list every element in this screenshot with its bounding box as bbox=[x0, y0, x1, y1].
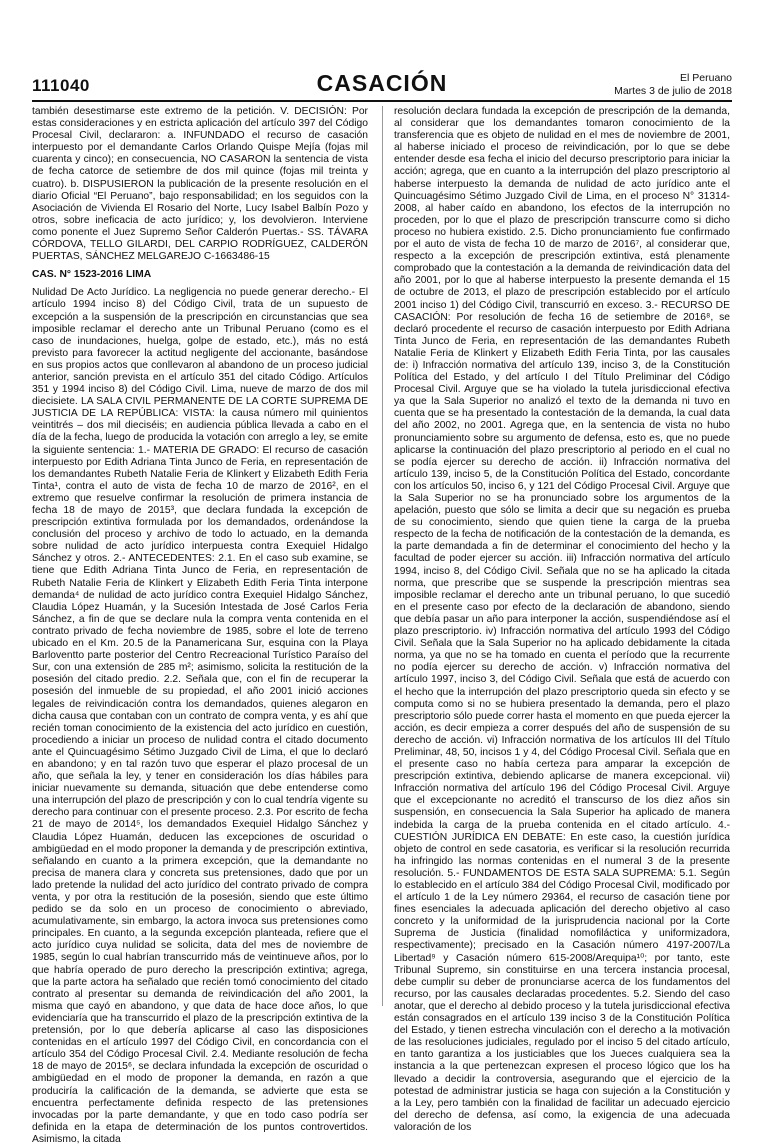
publication-date: Martes 3 de julio de 2018 bbox=[614, 85, 732, 97]
column-divider bbox=[382, 106, 383, 1006]
case-continuation-paragraph: resolución declara fundada la excepción de prescripción de la demanda, al considerar que los demandantes tomaron conocimiento de la transferencia que es objeto de nulidad en el mes de noviembre de 2001, al haberse iniciado el proceso de reivindicación, por lo que se debe entender desde esa fecha el inicio del decurso prescriptorio para iniciar la acción; agrega, que en cuanto a la interrupción del plazo prescriptorio al haberse interpuesto la demanda de nulidad de acto jurídico ante el Quincuagésimo Sétimo Juzgado Civil de Lima, en el proceso N° 31314-2008, al haber caído en abandono, los efectos de la interrupción no proceden, por lo que el plazo de prescripción transcurre como si dicho proceso no hubiera existido. 2.5. Dicho pronunciamiento fue confirmado por el auto de vista de fecha 10 de marzo de 2016⁷, al considerar que, respecto a la excepción de prescripción extintiva, está plenamente comprobado que la contestación a la demanda de reivindicación data del año 2001, por lo que al haberse interpuesto la presente demanda el 15 de octubre de 2013, el plazo de prescripción establecido por el artículo 2001 inciso 1) del Código Civil, transcurrió en exceso. 3.- RECURSO DE CASACIÓN: Por resolución de fecha 16 de setiembre de 2016⁸, se declaró procedente el recurso de casación interpuesto por Edith Adriana Tinta Junco de Feria, en representación de las demandantes Rubeth Natalie Feria de Klinkert y Elizabeth Edith Feria Tinta, por las causales de: i) Infracción normativa del artículo 139, inciso 3, de la Constitución Política del Estado, y del artículo I del Título Preliminar del Código Procesal Civil. Arguye que se ha violado la tutela jurisdiccional efectiva ya que la Sala Superior no analizó el texto de la demanda ni tuvo en cuenta que se ha presentado la contestación de la demanda, la cual data del año 2002, no 2001. Agrega que, en la sentencia de vista no hubo pronunciamiento sobre su argumento de defensa, esto es, que no puede aplicarse la continuación del plazo prescriptorio al periodo en el cual no se podía ejercer su derecho de acción. ii) Infracción normativa del artículo 139, inciso 5, de la Constitución Política del Estado, concordante con los artículos 50, inciso 6, y 121 del Código Procesal Civil. Arguye que la Sala Superior no se ha pronunciado sobre los argumentos de la apelación, puesto que sólo se limita a decir que su negación es prueba de su conocimiento, siendo que quien tiene la carga de la prueba respecto de la fecha de notificación de la contestación de la demanda, es la parte demandada a fin de determinar el conocimiento del hecho y la facultad de poder ejercer su acción. iii) Infracción normativa del artículo 1994, inciso 8, del Código Civil. Señala que no se ha aplicado la citada norma, que prescribe que se suspende la prescripción mientras sea imposible reclamar el derecho ante un tribunal peruano, lo que sucedió en el presente caso por efecto de la declaración de abandono, siendo que debía pasar un año para interponer la acción, suspendiéndose así el plazo prescriptorio. iv) Infracción normativa del artículo 1993 del Código Civil. Señala que la Sala Superior no ha aplicado debidamente la citada norma, ya que no se ha tomado en cuenta el período que la recurrente no podía ejercer su derecho de acción. v) Infracción normativa del artículo 1997, inciso 3, del Código Civil. Señala que está de acuerdo con el hecho que la interrupción del plazo prescriptorio queda sin efecto y se computa como si no se hubiera presentado la demanda, pero el plazo prescriptorio sólo puede correr hasta el momento en que pueda ejercer la acción, es decir empieza a correr después del año de suspensión de su derecho de acción. vi) Infracción normativa de los artículos III del Título Preliminar, 48, 50, incisos 1 y 4, del Código Procesal Civil. Señala que en el presente caso no había certeza para amparar la excepción de prescripción extintiva, debiendo aplicarse de manera excepcional. vii) Infracción normativa del artículo 196 del Código Procesal Civil. Arguye que el excepcionante no acreditó el transcurso de los diez años sin suspensión, en consecuencia la Sala Superior ha aplicado de manera indebida la carga de la prueba contenida en el citado artículo. 4.- CUESTIÓN JURÍDICA EN DEBATE: En este caso, la cuestión jurídica objeto de control en sede casatoria, es verificar si la resolución recurrida ha infringido las normas contenidas en el numeral 3 de la presente resolución. 5.- FUNDAMENTOS DE ESTA SALA SUPREMA: 5.1. Según lo establecido en el artículo 384 del Código Procesal Civil, modificado por el artículo 1 de la Ley número 29364, el recurso de casación tiene por fines esenciales la adecuada aplicación del derecho objetivo al caso concreto y la uniformidad de la jurisprudencia nacional por la Corte Suprema de Justicia (finalidad nomofiláctica y uniformizadora, respectivamente); precisado en la Casación número 4197-2007/La Libertad⁹ y Casación número 615-2008/Arequipa¹⁰; por tanto, este Tribunal Supremo, sin constituirse en una tercera instancia procesal, debe cumplir su deber de pronunciarse acerca de los fundamentos del recurso, por las causales declaradas procedentes. 5.2. Siendo del caso anotar, que el derecho al debido proceso y la tutela jurisdiccional efectiva están consagrados en el artículo 139 inciso 3 de la Constitución Política del Estado, y tienen estrecha vinculación con el derecho a la motivación de las resoluciones judiciales, regulado por el inciso 5 del citado artículo, en tanto garantiza a los justiciables que los Jueces cualquiera sea la instancia a la que pertenezcan expresen el proceso lógico que los ha llevado a decidir la controversia, asegurando que el ejercicio de la potestad de administrar justicia se haga con sujeción a la Constitución y a la Ley, pero también con la finalidad de facilitar un adecuado ejercicio del derecho de defensa, así como, la exigencia de una adecuada valoración de los bbox=[394, 106, 730, 1133]
publication-info bbox=[614, 72, 732, 98]
case-title: CAS. N° 1523-2016 LIMA bbox=[32, 269, 152, 281]
page-header bbox=[32, 66, 732, 104]
newspaper-name: El Peruano bbox=[680, 72, 732, 84]
section-title: CASACIÓN bbox=[316, 70, 448, 96]
case-body-paragraph: Nulidad De Acto Jurídico. La negligencia no puede generar derecho.- El artículo 1994 inciso 8) del Código Civil, trata de un supuesto de excepción a la suspensión de la prescripción en circunstancias que sea imposible reclamar el derecho ante un Tribunal Peruano (como es el caso de inundaciones, huelga, golpe de estado, etc.), más no está previsto para favorecer la actitud negligente del accionante, basándose en sus propios actos que conllevaron al abandono de un proceso judicial anterior, sanción prevista en el artículo 351 del citado Código. Artículos 351 y 1994 inciso 8) del Código Civil. Lima, nueve de marzo de dos mil diecisiete. LA SALA CIVIL PERMANENTE DE LA CORTE SUPREMA DE JUSTICIA DE LA REPÚBLICA: VISTA: la causa número mil quinientos veintitrés – dos mil dieciséis; en audiencia pública llevada a cabo en el día de la fecha, luego de producida la votación con arreglo a ley, se emite la siguiente sentencia: 1.- MATERIA DE GRADO: El recurso de casación interpuesto por Edith Adriana Tinta Junco de Feria, en representación de los demandantes Rubeth Natalie Feria de Klinkert y Elizabeth Edith Feria Tinta¹, contra el auto de vista de fecha 10 de marzo de 2016², en el extremo que resuelve confirmar la resolución de primera instancia de fecha 18 de mayo de 2015³, que declara fundada la excepción de prescripción extintiva formulada por los demandados, ordenándose la conclusión del proceso y archivo de todo lo actuado, en la demanda sobre nulidad de acto jurídico interpuesta contra Exequiel Hidalgo Sánchez y otros. 2.- ANTECEDENTES: 2.1. En el caso sub examine, se tiene que Edith Adriana Tinta Junco de Feria, en representación de Rubeth Natalie Feria de Klinkert y Elizabeth Edith Feria Tinta interpone demanda⁴ de nulidad de acto jurídico contra Exequiel Hidalgo Sánchez, Claudia López Huamán, y la Sucesión Intestada de José Carlos Feria Sánchez, a fin de que se declare nula la compra venta contenida en el contrato privado de fecha noviembre de 1985, sobre el lote de terreno ubicado en el Km. 20.5 de la Panamericana Sur, esquina con la Playa Barloventto parte posterior del Centro Recreacional Turístico Paraíso del Sur, con una extensión de 285 m²; asimismo, solicita la restitución de la posesión del citado predio. 2.2. Señala que, con el fin de recuperar la posesión del inmueble de su propiedad, el año 2001 inició acciones legales de reivindicación contra los demandados, quienes alegaron en dicha causa que contaban con un contrato de compra venta, y es ahí que recién toman conocimiento de la existencia del acto jurídico en cuestión, procediendo a iniciar un proceso de nulidad contra el citado documento ante el Quincuagésimo Sétimo Juzgado Civil de Lima, el que lo declaró en abandono; y en tal razón tuvo que esperar el plazo procesal de un año, que señala la ley, y tener en consideración los días hábiles para iniciar nuevamente su demanda, situación que debe entenderse como una interrupción del plazo de prescripción y con lo cual tendría vigente su derecho para continuar con el presente proceso. 2.3. Por escrito de fecha 21 de mayo de 2014⁵, los demandados Exequiel Hidalgo Sánchez y Claudia López Huamán, deducen las excepciones de oscuridad o ambigüedad en el modo proponer la demanda y de prescripción extintiva, señalando en cuanto a la primera excepción, que la demandante no precisa de manera clara y concreta sus pretensiones, dado que por un lado pretende la nulidad del acto jurídico del contrato privado de compra venta, y por otra la restitución de la posesión, siendo que este último pedido se da solo en un proceso de conocimiento o abreviado, acumulativamente, sin embargo, la actora invoca sus pretensiones como principales. En cuanto, a la segunda excepción planteada, refiere que el acto jurídico cuya nulidad se solicita, data del mes de noviembre de 1985, según lo cual habrían transcurrido más de veintinueve años, por lo que habría operado de puro derecho la prescripción extintiva; agrega, que la parte actora ha señalado que recién tomó conocimiento del citado contrato al presentar su demanda de reivindicación del año 2001, la misma que cayó en abandono, y que data de hace doce años, lo que evidenciaría que ha transcurrido el plazo de la prescripción extintiva de la pretensión, por lo que debería aplicarse al caso las disposiciones contenidas en el artículo 1997 del Código Civil, en concordancia con el artículo 354 del Código Procesal Civil. 2.4. Mediante resolución de fecha 18 de mayo de 2015⁶, se declara infundada la excepción de oscuridad o ambigüedad en el modo de proponer la demanda, en razón a que produciría la calificación de la demanda, se advierte que esta se encuentra perfectamente definida respecto de las pretensiones invocadas por la parte demandante, y que en todo caso podría ser definida en la etapa de determinación de los puntos controvertidos. Asimismo, la citada bbox=[32, 287, 368, 1145]
header-rule bbox=[32, 100, 732, 102]
page-number: 111040 bbox=[32, 76, 90, 95]
decision-paragraph: también desestimarse este extremo de la petición. V. DECISIÓN: Por estas consideraciones y en estricta aplicación del artículo 397 del Código Procesal Civil, declararon: a. INFUNDADO el recurso de casación interpuesto por el demandante Carlos Orlando Quispe Mejía (fojas mil cuarenta y cinco); en consecuencia, NO CASARON la sentencia de vista de fecha catorce de setiembre de dos mil quince (fojas mil treinta y cuatro). b. DISPUSIERON la publicación de la presente resolución en el diario Oficial “El Peruano”, bajo responsabilidad; en los seguidos con la Asociación de Vivienda El Rosario del Norte, Lucy Isabel Balbín Pozo y otros, sobre ineficacia de acto jurídico; y, los devolvieron. Interviene como ponente el Juez Supremo Señor Calderón Puertas.- SS. TÁVARA CÓRDOVA, TELLO GILARDI, DEL CARPIO RODRÍGUEZ, CALDERÓN PUERTAS, SÁNCHEZ MELGAREJO C-1663486-15 bbox=[32, 106, 368, 263]
right-column bbox=[394, 106, 730, 1133]
left-column bbox=[32, 106, 368, 1145]
